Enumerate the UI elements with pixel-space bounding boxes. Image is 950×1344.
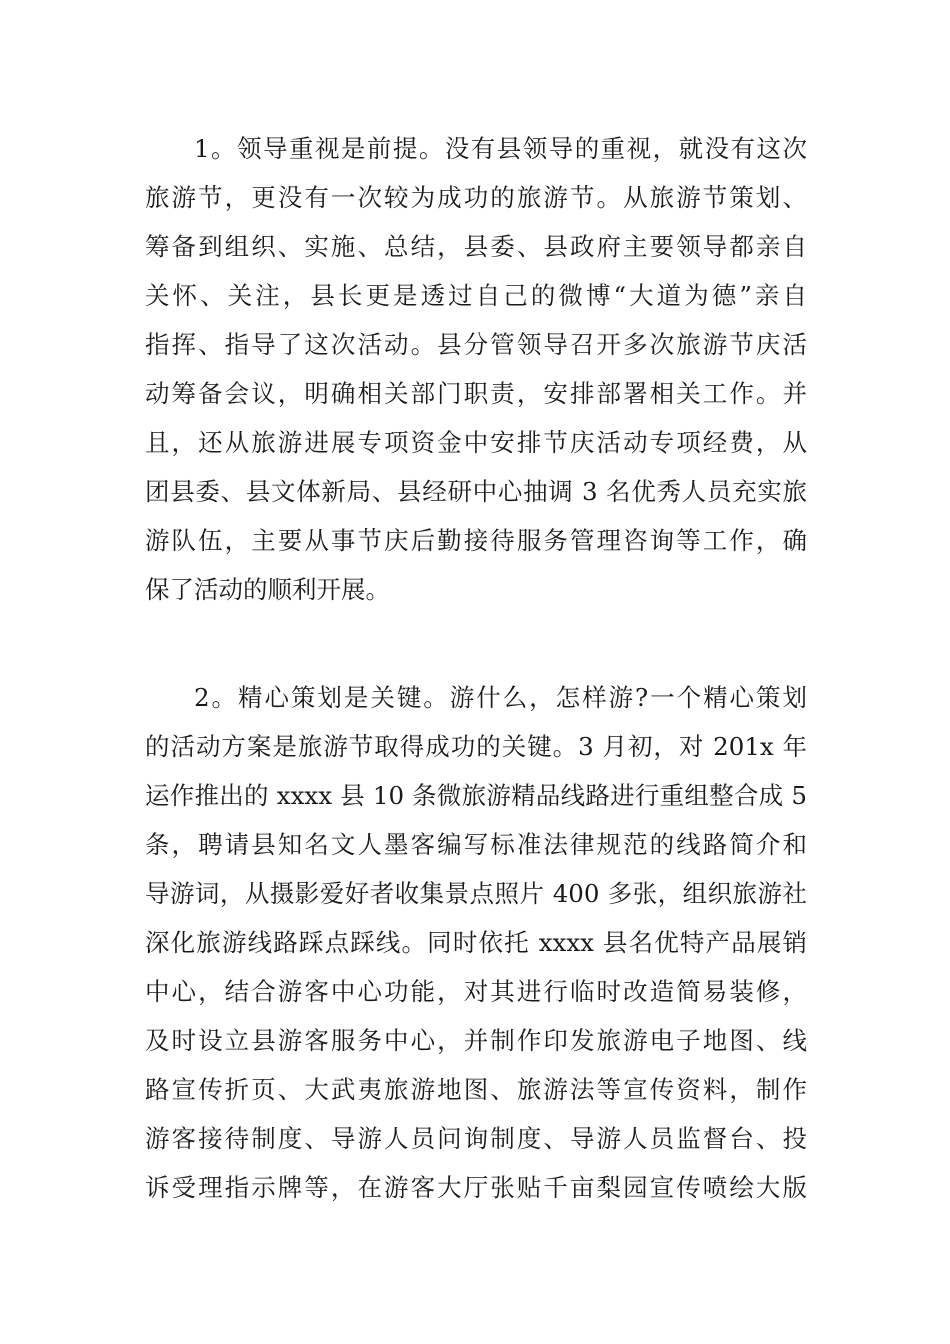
text-line: 游客接待制度、导游人员问询制度、导游人员监督台、投 <box>145 1124 807 1153</box>
text-line: 1。领导重视是前提。没有县领导的重视，就没有这次 <box>194 134 807 163</box>
text-line: 2。精心策划是关键。游什么，怎样游?一个精心策划 <box>194 683 807 712</box>
text-line: 的活动方案是旅游节取得成功的关键。3 月初，对 201x 年 <box>145 732 807 761</box>
text-line: 且，还从旅游进展专项资金中安排节庆活动专项经费，从 <box>145 428 807 457</box>
text-line: 运作推出的 xxxx 县 10 条微旅游精品线路进行重组整合成 5 <box>145 781 807 810</box>
text-line: 及时设立县游客服务中心，并制作印发旅游电子地图、线 <box>145 1026 807 1055</box>
text-line: 诉受理指示牌等，在游客大厅张贴千亩梨园宣传喷绘大版 <box>145 1173 807 1202</box>
text-line: 游队伍，主要从事节庆后勤接待服务管理咨询等工作，确 <box>145 526 807 555</box>
text-line: 条，聘请县知名文人墨客编写标准法律规范的线路简介和 <box>145 830 807 859</box>
text-line: 导游词，从摄影爱好者收集景点照片 400 多张，组织旅游社 <box>145 879 807 908</box>
text-line: 动筹备会议，明确相关部门职责，安排部署相关工作。并 <box>145 379 807 408</box>
text-line: 关怀、关注，县长更是透过自己的微博“大道为德”亲自 <box>145 281 807 310</box>
paragraph-planning <box>145 673 807 1212</box>
text-line: 指挥、指导了这次活动。县分管领导召开多次旅游节庆活 <box>145 330 807 359</box>
text-line: 深化旅游线路踩点踩线。同时依托 xxxx 县名优特产品展销 <box>145 928 807 957</box>
paragraph-leadership <box>145 124 807 614</box>
text-line: 旅游节，更没有一次较为成功的旅游节。从旅游节策划、 <box>145 183 807 212</box>
text-line: 筹备到组织、实施、总结，县委、县政府主要领导都亲自 <box>145 232 807 261</box>
text-line: 中心，结合游客中心功能，对其进行临时改造简易装修， <box>145 977 807 1006</box>
text-line: 路宣传折页、大武夷旅游地图、旅游法等宣传资料，制作 <box>145 1075 807 1104</box>
text-line: 保了活动的顺利开展。 <box>145 575 390 604</box>
text-line: 团县委、县文体新局、县经研中心抽调 3 名优秀人员充实旅 <box>145 477 807 506</box>
